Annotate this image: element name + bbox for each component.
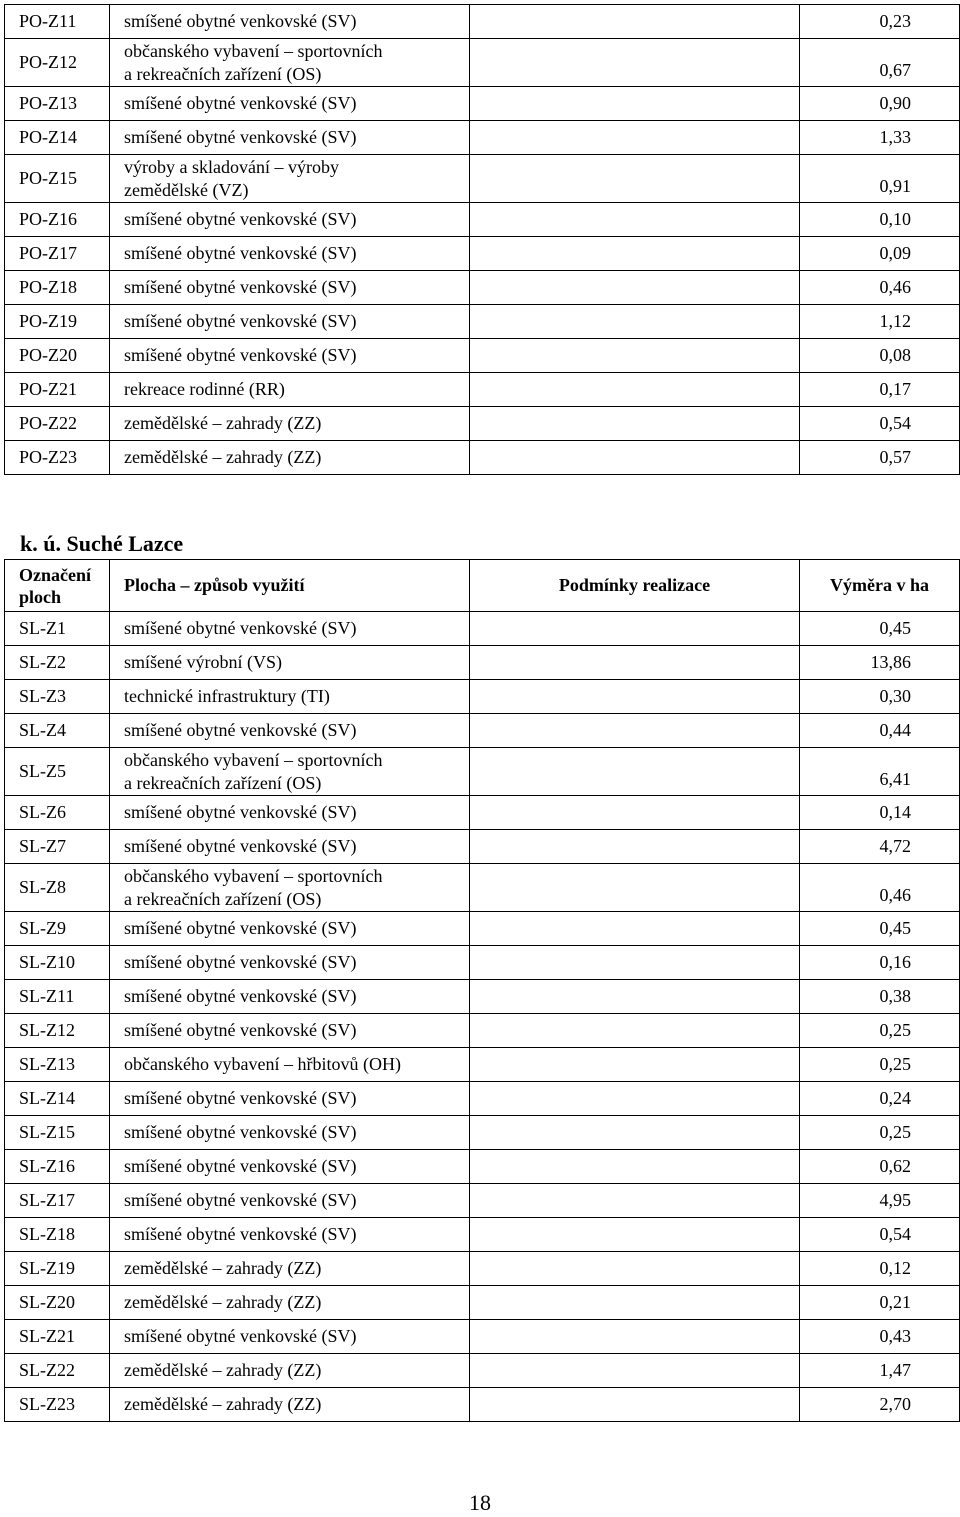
table-po (4, 4, 960, 475)
table-row (5, 155, 960, 203)
cell-area: 0,21 (800, 1286, 960, 1320)
cell-use-line: smíšené obytné venkovské (SV) (124, 11, 357, 31)
cell-code: SL-Z2 (5, 646, 110, 680)
cell-conditions (470, 830, 800, 864)
cell-use-line: výroby a skladování – výroby (124, 157, 339, 177)
cell-use (110, 864, 470, 912)
cell-conditions (470, 305, 800, 339)
cell-use (110, 5, 470, 39)
cell-conditions (470, 1184, 800, 1218)
table-row (5, 1252, 960, 1286)
cell-area: 0,14 (800, 796, 960, 830)
page-number: 18 (469, 1490, 491, 1515)
cell-area: 0,54 (800, 407, 960, 441)
cell-code: SL-Z17 (5, 1184, 110, 1218)
cell-code: SL-Z6 (5, 796, 110, 830)
cell-use (110, 1116, 470, 1150)
cell-area: 0,30 (800, 680, 960, 714)
cell-use-line: smíšené obytné venkovské (SV) (124, 1122, 357, 1142)
cell-area: 0,23 (800, 5, 960, 39)
cell-code: SL-Z20 (5, 1286, 110, 1320)
table-row (5, 912, 960, 946)
table-row (5, 796, 960, 830)
cell-area: 0,45 (800, 612, 960, 646)
cell-use-line: smíšené obytné venkovské (SV) (124, 277, 357, 297)
cell-use-line: zemědělské – zahrady (ZZ) (124, 1360, 322, 1380)
cell-conditions (470, 1150, 800, 1184)
cell-conditions (470, 87, 800, 121)
cell-conditions (470, 1014, 800, 1048)
cell-code: SL-Z1 (5, 612, 110, 646)
cell-use-line: zemědělské – zahrady (ZZ) (124, 1394, 322, 1414)
cell-conditions (470, 5, 800, 39)
cell-conditions (470, 1354, 800, 1388)
cell-use (110, 1150, 470, 1184)
cell-code: PO-Z15 (5, 155, 110, 203)
cell-area: 2,70 (800, 1388, 960, 1422)
table-sl (4, 559, 960, 1422)
cell-code: PO-Z22 (5, 407, 110, 441)
table-row (5, 441, 960, 475)
cell-code: SL-Z7 (5, 830, 110, 864)
cell-use-line: zemědělské – zahrady (ZZ) (124, 1292, 322, 1312)
cell-use-line: smíšené obytné venkovské (SV) (124, 720, 357, 740)
cell-area: 1,47 (800, 1354, 960, 1388)
table-row (5, 864, 960, 912)
header-code (5, 560, 110, 612)
table-row (5, 5, 960, 39)
cell-use (110, 305, 470, 339)
cell-use-line: smíšené obytné venkovské (SV) (124, 1224, 357, 1244)
cell-area: 0,16 (800, 946, 960, 980)
cell-use (110, 87, 470, 121)
cell-use (110, 1252, 470, 1286)
table-row (5, 946, 960, 980)
table-row (5, 305, 960, 339)
cell-conditions (470, 271, 800, 305)
cell-conditions (470, 1388, 800, 1422)
cell-use (110, 1388, 470, 1422)
cell-conditions (470, 864, 800, 912)
cell-conditions (470, 121, 800, 155)
cell-use (110, 1048, 470, 1082)
cell-use (110, 155, 470, 203)
table-row (5, 1014, 960, 1048)
cell-use-line: občanského vybavení – sportovních (124, 750, 383, 770)
table-row (5, 1184, 960, 1218)
table-row (5, 1286, 960, 1320)
cell-use-line: smíšené obytné venkovské (SV) (124, 986, 357, 1006)
table-row (5, 87, 960, 121)
cell-area: 0,62 (800, 1150, 960, 1184)
cell-use (110, 1320, 470, 1354)
table-row (5, 830, 960, 864)
cell-code: SL-Z22 (5, 1354, 110, 1388)
cell-area: 0,17 (800, 373, 960, 407)
cell-use-line: občanského vybavení – hřbitovů (OH) (124, 1054, 401, 1074)
table-row (5, 612, 960, 646)
cell-conditions (470, 646, 800, 680)
table-row (5, 271, 960, 305)
cell-code: PO-Z18 (5, 271, 110, 305)
header-conditions: Podmínky realizace (470, 560, 800, 612)
table-row (5, 680, 960, 714)
cell-use-line: smíšené obytné venkovské (SV) (124, 952, 357, 972)
cell-use-line: smíšené obytné venkovské (SV) (124, 802, 357, 822)
table-row (5, 1320, 960, 1354)
cell-use-line: technické infrastruktury (TI) (124, 686, 330, 706)
table-row (5, 1082, 960, 1116)
cell-area: 0,25 (800, 1116, 960, 1150)
cell-code: SL-Z5 (5, 748, 110, 796)
cell-use-line: smíšené obytné venkovské (SV) (124, 1326, 357, 1346)
cell-use (110, 1082, 470, 1116)
cell-area: 0,24 (800, 1082, 960, 1116)
table-row (5, 373, 960, 407)
cell-code: PO-Z17 (5, 237, 110, 271)
cell-conditions (470, 373, 800, 407)
cell-code: SL-Z14 (5, 1082, 110, 1116)
cell-code: SL-Z15 (5, 1116, 110, 1150)
cell-conditions (470, 339, 800, 373)
cell-use (110, 237, 470, 271)
cell-conditions (470, 680, 800, 714)
cell-area: 0,25 (800, 1014, 960, 1048)
cell-use (110, 748, 470, 796)
table-row (5, 237, 960, 271)
cell-conditions (470, 748, 800, 796)
cell-use-line: občanského vybavení – sportovních (124, 866, 383, 886)
cell-code: SL-Z3 (5, 680, 110, 714)
cell-use-line: smíšené obytné venkovské (SV) (124, 311, 357, 331)
table-row (5, 1388, 960, 1422)
cell-code: SL-Z13 (5, 1048, 110, 1082)
cell-use-line: občanského vybavení – sportovních (124, 41, 383, 61)
cell-use-line: smíšené obytné venkovské (SV) (124, 345, 357, 365)
cell-use (110, 373, 470, 407)
cell-area: 0,12 (800, 1252, 960, 1286)
cell-area: 0,38 (800, 980, 960, 1014)
cell-use-line: smíšené obytné venkovské (SV) (124, 1156, 357, 1176)
cell-conditions (470, 1116, 800, 1150)
cell-use (110, 680, 470, 714)
cell-use (110, 339, 470, 373)
cell-area: 0,10 (800, 203, 960, 237)
cell-conditions (470, 912, 800, 946)
cell-area: 0,25 (800, 1048, 960, 1082)
cell-use-line: zemědělské (VZ) (124, 180, 249, 200)
cell-area: 0,46 (800, 864, 960, 912)
cell-area: 0,90 (800, 87, 960, 121)
cell-use (110, 1184, 470, 1218)
cell-use (110, 1354, 470, 1388)
cell-area: 1,33 (800, 121, 960, 155)
cell-use (110, 121, 470, 155)
cell-code: PO-Z20 (5, 339, 110, 373)
cell-use-line: smíšené výrobní (VS) (124, 652, 282, 672)
table-header-row (5, 560, 960, 612)
cell-code: SL-Z21 (5, 1320, 110, 1354)
cell-code: SL-Z10 (5, 946, 110, 980)
cell-use-line: zemědělské – zahrady (ZZ) (124, 413, 322, 433)
cell-conditions (470, 612, 800, 646)
cell-use-line: rekreace rodinné (RR) (124, 379, 285, 399)
cell-conditions (470, 1048, 800, 1082)
cell-use-line: a rekreačních zařízení (OS) (124, 889, 322, 909)
cell-code: SL-Z18 (5, 1218, 110, 1252)
table-row (5, 1218, 960, 1252)
cell-use-line: zemědělské – zahrady (ZZ) (124, 447, 322, 467)
header-use: Plocha – způsob využití (110, 560, 470, 612)
cell-code: PO-Z12 (5, 39, 110, 87)
cell-use-line: smíšené obytné venkovské (SV) (124, 243, 357, 263)
cell-conditions (470, 1218, 800, 1252)
cell-area: 0,57 (800, 441, 960, 475)
cell-use (110, 830, 470, 864)
cell-area: 0,08 (800, 339, 960, 373)
cell-conditions (470, 946, 800, 980)
table-row (5, 646, 960, 680)
header-code-line-2: ploch (19, 586, 62, 607)
cell-use-line: smíšené obytné venkovské (SV) (124, 1020, 357, 1040)
cell-code: PO-Z19 (5, 305, 110, 339)
cell-conditions (470, 203, 800, 237)
cell-conditions (470, 980, 800, 1014)
cell-code: PO-Z11 (5, 5, 110, 39)
cell-conditions (470, 796, 800, 830)
section-title: k. ú. Suché Lazce (20, 531, 184, 556)
table-row (5, 1048, 960, 1082)
cell-code: PO-Z13 (5, 87, 110, 121)
cell-use (110, 1286, 470, 1320)
cell-use (110, 980, 470, 1014)
cell-code: SL-Z8 (5, 864, 110, 912)
cell-code: PO-Z14 (5, 121, 110, 155)
cell-area: 0,09 (800, 237, 960, 271)
cell-use (110, 441, 470, 475)
table-row (5, 39, 960, 87)
cell-code: SL-Z23 (5, 1388, 110, 1422)
cell-conditions (470, 1252, 800, 1286)
cell-code: SL-Z4 (5, 714, 110, 748)
table-row (5, 121, 960, 155)
cell-area: 4,95 (800, 1184, 960, 1218)
cell-use-line: smíšené obytné venkovské (SV) (124, 618, 357, 638)
cell-use (110, 646, 470, 680)
cell-code: SL-Z11 (5, 980, 110, 1014)
cell-use-line: smíšené obytné venkovské (SV) (124, 836, 357, 856)
cell-area: 1,12 (800, 305, 960, 339)
cell-code: PO-Z23 (5, 441, 110, 475)
cell-code: PO-Z21 (5, 373, 110, 407)
cell-conditions (470, 407, 800, 441)
table-row (5, 714, 960, 748)
table-row (5, 407, 960, 441)
cell-use-line: smíšené obytné venkovské (SV) (124, 127, 357, 147)
cell-use (110, 796, 470, 830)
cell-area: 0,45 (800, 912, 960, 946)
cell-area: 0,46 (800, 271, 960, 305)
cell-area: 0,67 (800, 39, 960, 87)
cell-area: 0,43 (800, 1320, 960, 1354)
table-sl-body (5, 612, 960, 1422)
cell-conditions (470, 441, 800, 475)
header-area: Výměra v ha (800, 560, 960, 612)
cell-use-line: smíšené obytné venkovské (SV) (124, 209, 357, 229)
cell-conditions (470, 1320, 800, 1354)
cell-conditions (470, 237, 800, 271)
cell-code: PO-Z16 (5, 203, 110, 237)
cell-use-line: smíšené obytné venkovské (SV) (124, 1088, 357, 1108)
cell-conditions (470, 39, 800, 87)
cell-use-line: zemědělské – zahrady (ZZ) (124, 1258, 322, 1278)
cell-use (110, 39, 470, 87)
cell-use (110, 407, 470, 441)
table-row (5, 1150, 960, 1184)
cell-use (110, 612, 470, 646)
cell-code: SL-Z16 (5, 1150, 110, 1184)
cell-use (110, 203, 470, 237)
cell-use-line: smíšené obytné venkovské (SV) (124, 1190, 357, 1210)
cell-area: 0,54 (800, 1218, 960, 1252)
cell-use (110, 1218, 470, 1252)
table-row (5, 203, 960, 237)
cell-use-line: a rekreačních zařízení (OS) (124, 64, 322, 84)
table-row (5, 1354, 960, 1388)
cell-use (110, 912, 470, 946)
cell-conditions (470, 1082, 800, 1116)
cell-use-line: smíšené obytné venkovské (SV) (124, 918, 357, 938)
cell-use-line: smíšené obytné venkovské (SV) (124, 93, 357, 113)
table-row (5, 339, 960, 373)
cell-use (110, 1014, 470, 1048)
cell-area: 0,91 (800, 155, 960, 203)
cell-use (110, 714, 470, 748)
cell-conditions (470, 155, 800, 203)
cell-area: 4,72 (800, 830, 960, 864)
table-row (5, 1116, 960, 1150)
cell-code: SL-Z9 (5, 912, 110, 946)
cell-area: 13,86 (800, 646, 960, 680)
cell-conditions (470, 714, 800, 748)
cell-code: SL-Z19 (5, 1252, 110, 1286)
cell-use (110, 946, 470, 980)
table-po-body (5, 5, 960, 475)
cell-code: SL-Z12 (5, 1014, 110, 1048)
cell-area: 0,44 (800, 714, 960, 748)
cell-use-line: a rekreačních zařízení (OS) (124, 773, 322, 793)
cell-use (110, 271, 470, 305)
header-code-line-1: Označení (19, 564, 91, 585)
table-row (5, 748, 960, 796)
cell-conditions (470, 1286, 800, 1320)
cell-area: 6,41 (800, 748, 960, 796)
table-row (5, 980, 960, 1014)
